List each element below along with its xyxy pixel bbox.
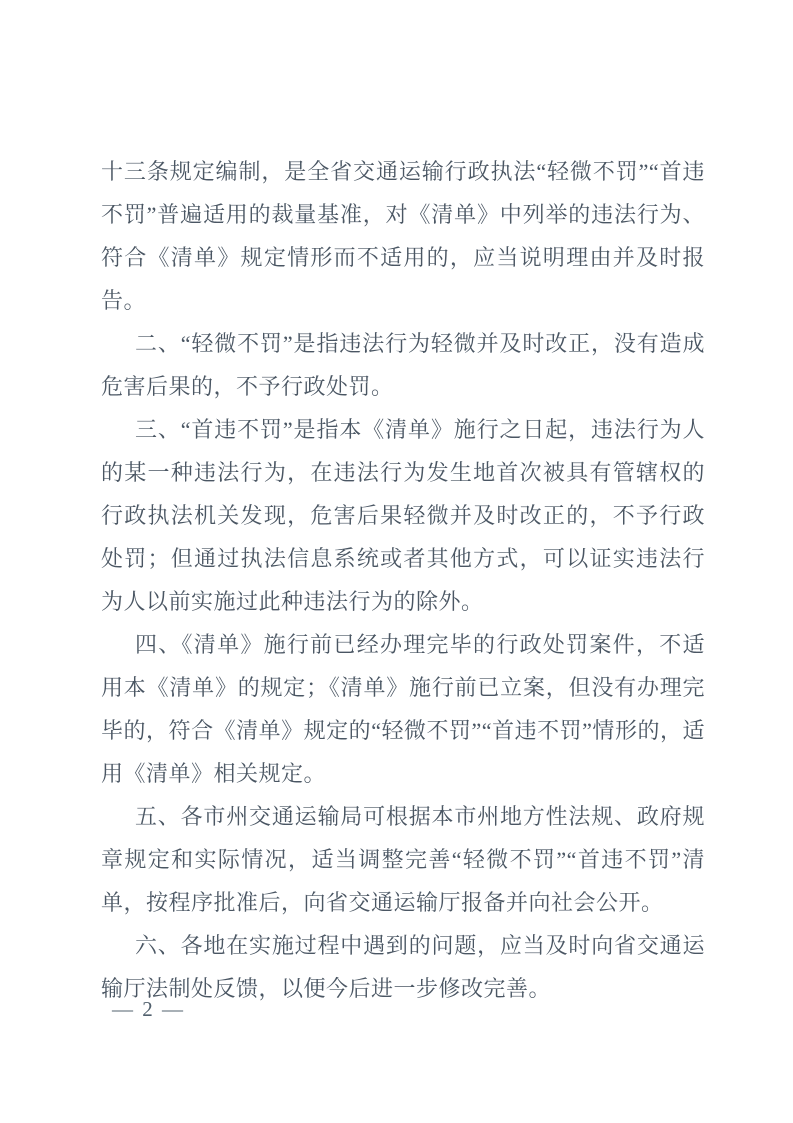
page-number: — 2 — [112,997,185,1021]
document-body [101,150,705,1010]
body-paragraph-item-4: 四、《清单》施行前已经办理完毕的行政处罚案件，不适用本《清单》的规定；《清单》施行前已立案，但没有办理完毕的，符合《清单》规定的“轻微不罚”“首违不罚”情形的，适用《清单》相关规定。 [101,632,705,786]
page-footer [112,996,185,1022]
body-paragraph-item-2: 二、“轻微不罚”是指违法行为轻微并及时改正，没有造成危害后果的，不予行政处罚。 [101,331,705,399]
body-paragraph-item-6: 六、各地在实施过程中遇到的问题，应当及时向省交通运输厅法制处反馈，以便今后进一步修改完善。 [101,933,705,1001]
body-paragraph-continuation: 十三条规定编制，是全省交通运输行政执法“轻微不罚”“首违不罚”普遍适用的裁量基准，对《清单》中列举的违法行为、符合《清单》规定情形而不适用的，应当说明理由并及时报告。 [101,159,705,313]
body-paragraph-item-5: 五、各市州交通运输局可根据本市州地方性法规、政府规章规定和实际情况，适当调整完善“轻微不罚”“首违不罚”清单，按程序批准后，向省交通运输厅报备并向社会公开。 [101,804,705,915]
body-paragraph-item-3: 三、“首违不罚”是指本《清单》施行之日起，违法行为人的某一种违法行为，在违法行为发生地首次被具有管辖权的行政执法机关发现，危害后果轻微并及时改正的，不予行政处罚；但通过执法信息系统或者其他方式，可以证实违法行为人以前实施过此种违法行为的除外。 [101,417,705,614]
